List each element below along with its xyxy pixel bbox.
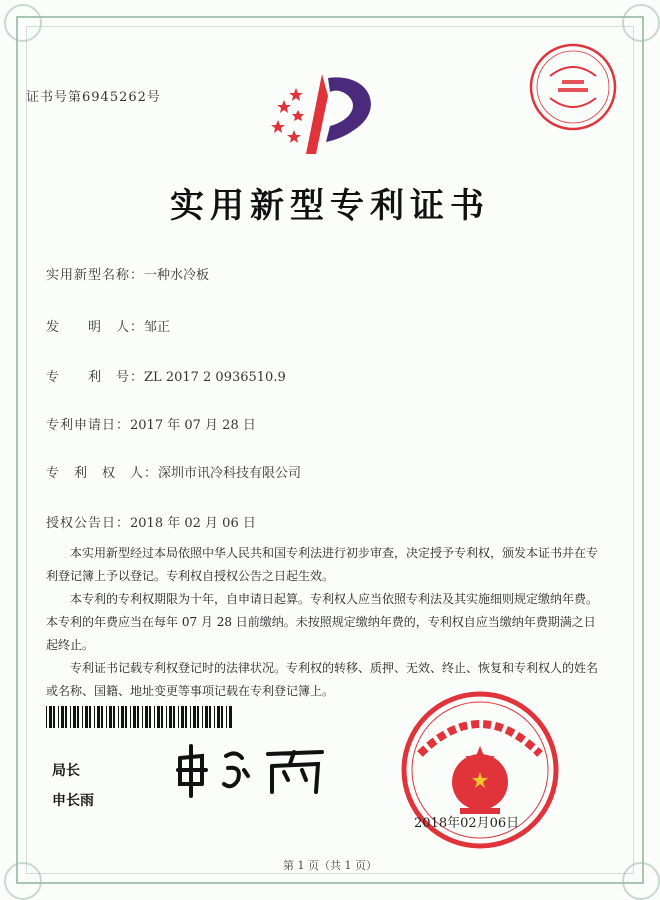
- barcode-bar: [229, 706, 232, 728]
- barcode-bar: [145, 706, 148, 728]
- barcode-bar: [221, 706, 223, 728]
- field-grant-date: [46, 512, 256, 531]
- page-footer: 第 1 页（共 1 页）: [283, 859, 377, 872]
- field-value: 2017 年 07 月 28 日: [130, 418, 256, 433]
- issue-date: 2018年02月06日: [414, 816, 520, 831]
- corner-ornament-top-left: [4, 4, 42, 42]
- barcode-bar: [121, 706, 124, 728]
- barcode-bar: [133, 706, 136, 728]
- barcode-bar: [193, 706, 196, 728]
- barcode-bar: [209, 706, 211, 728]
- barcode-bar: [118, 706, 119, 728]
- director-title: 局长: [52, 763, 80, 779]
- barcode-bar: [185, 706, 187, 728]
- barcode-bar: [226, 706, 227, 728]
- barcode-bar: [197, 706, 199, 728]
- body-paragraph: 专利证书记载专利权登记时的法律状况。专利权的转移、质押、无效、终止、恢复和专利权人的姓名或名称、国籍、地址变更等事项记载在专利登记簿上。: [46, 661, 599, 698]
- field-value: 深圳市讯冷科技有限公司: [158, 466, 302, 481]
- barcode-bar: [161, 706, 163, 728]
- handwritten-signature: [172, 740, 332, 800]
- barcode: [46, 706, 234, 728]
- field-label: 发 明 人：: [46, 320, 145, 335]
- field-inventor: [46, 316, 170, 335]
- barcode-bar: [217, 706, 220, 728]
- barcode-bar: [65, 706, 67, 728]
- patent-office-logo-icon: [270, 70, 388, 160]
- barcode-bar: [97, 706, 100, 728]
- barcode-bar: [109, 706, 112, 728]
- barcode-bar: [113, 706, 115, 728]
- field-value: 一种水冷板: [144, 268, 210, 283]
- barcode-bar: [173, 706, 175, 728]
- field-label: 实用新型名称：: [46, 268, 145, 283]
- barcode-bar: [70, 706, 71, 728]
- field-value: 邹正: [144, 320, 171, 335]
- field-value: ZL 2017 2 0936510.9: [144, 370, 286, 385]
- field-application-date: [46, 414, 256, 433]
- barcode-bar: [125, 706, 127, 728]
- barcode-bar: [157, 706, 160, 728]
- barcode-bar: [106, 706, 107, 728]
- barcode-bar: [49, 706, 52, 728]
- barcode-bar: [53, 706, 55, 728]
- field-label: 专 利 权 人：: [46, 466, 159, 481]
- field-utility-model-name: [46, 264, 209, 283]
- barcode-bar: [73, 706, 76, 728]
- tax-stamp-seal: [528, 42, 618, 132]
- barcode-bar: [205, 706, 208, 728]
- barcode-bar: [46, 706, 47, 728]
- barcode-bar: [181, 706, 184, 728]
- barcode-bar: [202, 706, 203, 728]
- field-label: 授权公告日：: [46, 516, 131, 531]
- certificate-title: 实用新型专利证书: [170, 186, 490, 226]
- barcode-bar: [178, 706, 179, 728]
- field-value: 2018 年 02 月 06 日: [130, 516, 256, 531]
- certificate-body: [46, 542, 606, 703]
- barcode-bar: [142, 706, 143, 728]
- barcode-bar: [130, 706, 131, 728]
- barcode-bar: [77, 706, 79, 728]
- barcode-bar: [85, 706, 88, 728]
- field-patentee: [46, 462, 301, 481]
- barcode-bar: [58, 706, 59, 728]
- barcode-bar: [154, 706, 155, 728]
- barcode-bar: [149, 706, 151, 728]
- barcode-bar: [137, 706, 139, 728]
- certificate-number: 证书号第6945262号: [26, 90, 161, 105]
- corner-ornament-top-right: [622, 4, 660, 42]
- director-name: 申长雨: [52, 793, 94, 809]
- field-patent-number: [46, 366, 286, 385]
- barcode-bar: [190, 706, 191, 728]
- barcode-bar: [89, 706, 91, 728]
- field-label: 专利申请日：: [46, 418, 131, 433]
- barcode-bar: [169, 706, 172, 728]
- body-paragraph: 本实用新型经过本局依照中华人民共和国专利法进行初步审查，决定授予专利权，颁发本证书并在专利登记簿上予以登记。专利权自授权公告之日起生效。: [46, 546, 599, 583]
- barcode-bar: [166, 706, 167, 728]
- barcode-bar: [214, 706, 215, 728]
- barcode-bar: [101, 706, 103, 728]
- body-paragraph: 本专利的专利权期限为十年，自申请日起算。专利权人应当依照专利法及其实施细则规定缴纳年费。本专利的年费应当在每年 07 月 28 日前缴纳。未按照规定缴纳年费的，专利权自应当缴纳年费期满之日起终止。: [46, 592, 599, 652]
- barcode-bar: [94, 706, 95, 728]
- field-label: 专 利 号：: [46, 370, 145, 385]
- barcode-bar: [61, 706, 64, 728]
- barcode-bar: [82, 706, 83, 728]
